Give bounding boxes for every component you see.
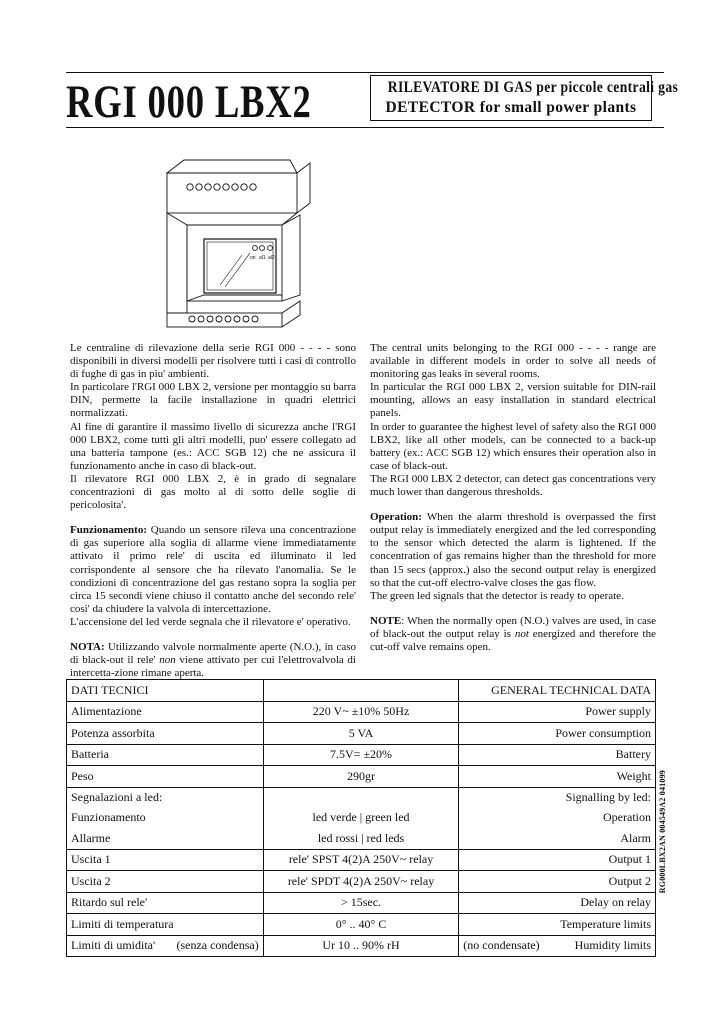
- row-label-it: Segnalazioni a led:: [71, 790, 163, 805]
- table-row: [67, 723, 656, 745]
- row-value: > 15sec.: [263, 892, 459, 914]
- table-head-italian: DATI TECNICI: [67, 680, 264, 702]
- row-label-en: Power supply: [459, 701, 656, 723]
- subtitle-english: DETECTOR for small power plants: [385, 99, 637, 116]
- row-label-it: Uscita 2: [67, 871, 264, 893]
- row-label-en: Signalling by led:: [565, 790, 651, 805]
- italian-note-emphasis: non: [159, 654, 176, 667]
- english-note-text: : When the normally open (N.O.) valves are used, in case of black-out the output relay is: [370, 614, 656, 640]
- italian-note-text: Utilizzando valvole normalmente aperte (N.O.), in caso di black-out il rele': [70, 640, 356, 667]
- row-value: 0° .. 40° C: [263, 914, 459, 936]
- document-code: RG000LBX2AN 004549A2 041099: [658, 770, 667, 894]
- subtitle-box: [370, 75, 679, 121]
- english-note-emphasis: not: [514, 627, 529, 640]
- row-label-en: Output 1: [459, 849, 656, 871]
- italian-battery: Al fine di garantire il massimo livello di sicurezza anche l'RGI 000 LBX2, come tutti gli altri modelli, puo' essere collegato ad una batteria tampone (es.: ACC SGB 12) che ne assicura il funzionamento anche in caso di black-out.: [70, 420, 356, 472]
- row-label-en: Humidity limits: [574, 938, 651, 953]
- english-operation-heading: Operation:: [370, 511, 422, 524]
- row-label-it: Uscita 1: [67, 849, 264, 871]
- humidity-label-it-cell: [67, 935, 264, 957]
- italian-threshold: Il rilevatore RGI 000 LBX 2, è in grado di segnalare concentrazioni di gas molto al di sotto delle soglie di pericolosita'.: [70, 472, 356, 512]
- header-bottom-rule: [66, 127, 664, 128]
- row-label-en: Operation: [603, 810, 651, 825]
- subtitle-italian: RILEVATORE DI GAS per piccole centrali gas: [387, 79, 679, 96]
- row-value: Ur 10 .. 90% rH: [263, 935, 459, 957]
- row-label-it: Peso: [67, 766, 264, 788]
- row-label-it: Limiti di umidita': [71, 938, 156, 953]
- row-note-it: (senza condensa): [176, 938, 259, 953]
- table-row: [67, 871, 656, 893]
- english-note-text-end: energized and therefore the cut-off valve remains open.: [370, 627, 656, 653]
- row-label-en: Weight: [459, 766, 656, 788]
- technical-data-table: [66, 679, 656, 957]
- english-operation-text: When the alarm threshold is overpassed the first output relay is immediately energized and the led corresponding to the sensor which detected the alarm is lightened. If the concentration of gas remains higher than the threshold for more than 15 secs (approx.) also the second output relay is energized so that the cut-off electro-valve closes the gas flow.: [370, 511, 656, 589]
- table-row-humidity: [67, 935, 656, 957]
- italian-note-heading: NOTA:: [70, 640, 105, 653]
- table-row-led-signalling: [67, 787, 656, 849]
- svg-text:al2: al2: [268, 255, 275, 261]
- english-description: [370, 342, 656, 654]
- italian-intro: Le centraline di rilevazione della serie RGI 000 - - - - sono disponibili in diversi modelli per risolvere tutti i casi di controllo di fughe di gas in piu' ambienti.: [70, 342, 356, 381]
- svg-text:al1: al1: [259, 255, 266, 261]
- italian-green-led: L'accensione del led verde segnala che il rilevatore e' operativo.: [70, 615, 351, 628]
- row-label-en: Battery: [459, 744, 656, 766]
- row-label-it: Batteria: [67, 744, 264, 766]
- row-label-it: Funzionamento: [71, 810, 146, 825]
- row-value: [268, 790, 455, 805]
- table-row: [67, 914, 656, 936]
- row-value: led verde | green led: [312, 810, 410, 825]
- led-group-en: [459, 787, 656, 849]
- row-label-en: Power consumption: [459, 723, 656, 745]
- table-header-row: [67, 680, 656, 702]
- row-label-en: Alarm: [620, 830, 651, 845]
- english-battery: In order to guarantee the highest level of safety also the RGI 000 LBX2, like all other models, can be connected to a back-up battery (ex.: ACC SGB 12) which ensures their operation also in case of black-out.: [370, 420, 656, 472]
- table-head-english: GENERAL TECHNICAL DATA: [459, 680, 656, 702]
- table-row: [67, 766, 656, 788]
- humidity-label-en-cell: [459, 935, 656, 957]
- header-top-rule: [66, 72, 664, 73]
- english-din-rail: In particular the RGI 000 LBX 2, version suitable for DIN-rail mounting, allows an easy installation in standard electrical panels.: [370, 381, 656, 420]
- italian-description: [70, 342, 356, 680]
- row-value: rele' SPDT 4(2)A 250V~ relay: [263, 871, 459, 893]
- row-label-en: Delay on relay: [459, 892, 656, 914]
- table-row: [67, 701, 656, 723]
- row-note-en: (no condensate): [463, 938, 540, 953]
- row-label-it: Allarme: [71, 830, 111, 845]
- row-value: 7.5V= ±20%: [263, 744, 459, 766]
- row-label-it: Limiti di temperatura: [67, 914, 264, 936]
- row-label-en: Temperature limits: [459, 914, 656, 936]
- italian-operation: [70, 524, 356, 616]
- italian-note-text-end: viene attivato per cui l'elettrovalvola di intercetta-zione rimane aperta.: [70, 654, 356, 680]
- table-row: [67, 849, 656, 871]
- row-label-it: Ritardo sul rele': [67, 892, 264, 914]
- table-head-empty: [263, 680, 459, 702]
- english-intro: The central units belonging to the RGI 000 - - - - range are available in different models in order to solve all needs of monitoring gas leaks in several rooms.: [370, 342, 656, 381]
- row-value: rele' SPST 4(2)A 250V~ relay: [263, 849, 459, 871]
- product-title: RGI 000 LBX2: [66, 76, 312, 128]
- led-group-it: [67, 787, 264, 849]
- row-value: 290gr: [263, 766, 459, 788]
- english-green-led: The green led signals that the detector is ready to operate.: [370, 589, 624, 602]
- english-note: [370, 615, 656, 654]
- english-threshold: The RGI 000 LBX 2 detector, can detect gas concentrations very much lower than dangerous thresholds.: [370, 472, 656, 499]
- row-value: 5 VA: [263, 723, 459, 745]
- row-label-it: Potenza assorbita: [67, 723, 264, 745]
- italian-operation-heading: Funzionamento:: [70, 524, 147, 537]
- table-row: [67, 744, 656, 766]
- row-value: 220 V~ ±10% 50Hz: [263, 701, 459, 723]
- row-label-en: Output 2: [459, 871, 656, 893]
- english-note-heading: NOTE: [370, 614, 402, 627]
- svg-text:on: on: [250, 255, 256, 261]
- led-group-values: [263, 787, 459, 849]
- italian-operation-text: Quando un sensore rileva una concentrazione di gas superiore alla soglia di allarme viene immediatamente attivato il primo rele' di uscita ed illuminato il led corrispondente al sensore che ha rilevato l'anomalia. Se le condizioni di concentrazione del gas restano sopra la soglia per circa 15 secondi viene chiuso il contatto anche del secondo rele' cosi' da chiudere la valvola di intercettazione.: [70, 524, 356, 615]
- english-operation: [370, 511, 656, 590]
- italian-din-rail: In particolare l'RGI 000 LBX 2, versione per montaggio su barra DIN, permette la facile installazione in quadri elettrici normalizzati.: [70, 381, 356, 420]
- table-row: [67, 892, 656, 914]
- din-rail-gas-detector-icon: [162, 155, 312, 333]
- italian-note: [70, 641, 356, 680]
- row-label-it: Alimentazione: [67, 701, 264, 723]
- row-value: led rossi | red leds: [317, 830, 405, 845]
